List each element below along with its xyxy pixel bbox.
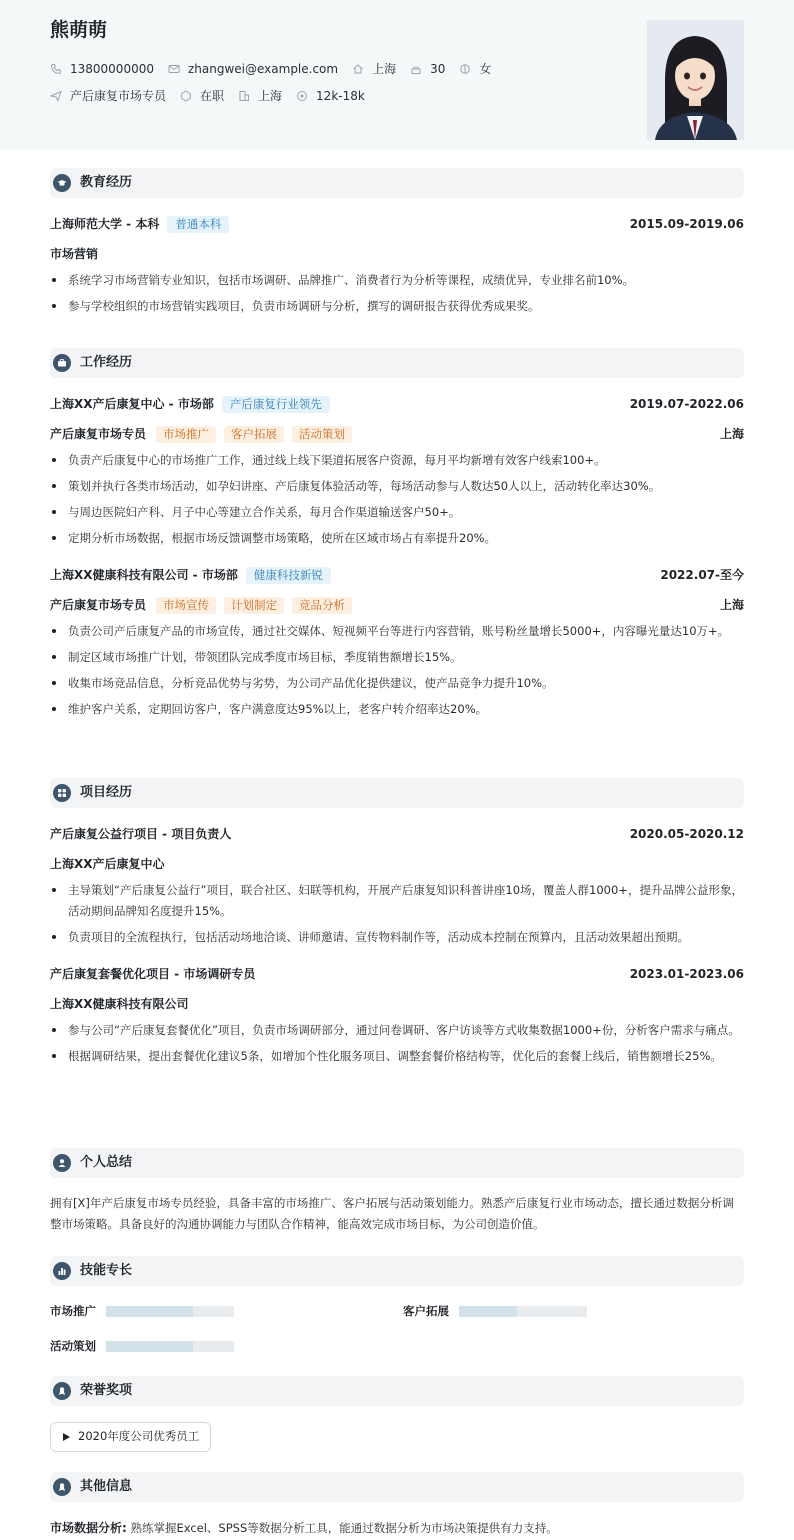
play-icon xyxy=(63,1433,70,1441)
job-date: 2022.07-至今 xyxy=(660,568,744,582)
list-item: 维护客户关系，定期回访客户，客户满意度达95%以上，老客户转介绍率达20%。 xyxy=(50,699,744,720)
skill-item xyxy=(50,1338,234,1355)
cake-icon xyxy=(410,63,422,75)
salary-item xyxy=(296,87,365,105)
education-entry-row xyxy=(50,214,744,234)
project-bullets xyxy=(50,880,744,948)
skills-title: 技能专长 xyxy=(80,1263,133,1279)
gender-text: 女 xyxy=(479,62,492,76)
awards-section xyxy=(50,1376,744,1452)
skill-bar-fill xyxy=(106,1341,193,1352)
work-header xyxy=(50,348,744,378)
list-item: 负责公司产后康复产品的市场宣传，通过社交媒体、短视频平台等进行内容营销，账号粉丝量增长5000+，内容曝光量达10万+。 xyxy=(50,621,744,642)
city-item xyxy=(238,87,282,105)
age-text: 30 xyxy=(430,62,446,76)
job-bullets xyxy=(50,450,744,549)
list-item: 主导策划“产后康复公益行”项目，联合社区、妇联等机构，开展产后康复知识科普讲座10场，覆盖人群1000+，提升品牌公益形象，活动期间品牌知名度提升15%。 xyxy=(50,880,744,922)
skill-bar xyxy=(106,1306,234,1317)
major-row xyxy=(50,244,744,264)
list-item: 系统学习市场营销专业知识，包括市场调研、品牌推广、消费者行为分析等课程，成绩优异，专业排名前10%。 xyxy=(50,270,744,291)
education-header xyxy=(50,168,744,198)
education-section xyxy=(50,168,744,317)
mail-icon xyxy=(168,63,180,75)
work-section xyxy=(50,348,744,720)
job-role-row xyxy=(50,424,744,444)
email-text: zhangwei@example.com xyxy=(187,62,339,76)
skill-bar xyxy=(459,1306,587,1317)
location-item xyxy=(352,60,396,78)
skill-tag: 客户拓展 xyxy=(224,426,284,443)
list-item: 负责产后康复中心的市场推广工作，通过线上线下渠道拓展客户资源，每月平均新增有效客户线索100+。 xyxy=(50,450,744,471)
project-org-row xyxy=(50,994,744,1014)
job-company-row xyxy=(50,565,744,585)
job-role: 产后康复市场专员 xyxy=(50,427,147,441)
skill-label: 活动策划 xyxy=(50,1339,96,1353)
skill-tag: 市场宣传 xyxy=(156,597,216,614)
education-date: 2015.09-2019.06 xyxy=(629,217,744,231)
job-role: 产后康复市场专员 xyxy=(50,598,147,612)
skill-bar xyxy=(106,1341,234,1352)
project-name: 产后康复公益行项目 - 项目负责人 xyxy=(50,827,232,841)
job-entry xyxy=(50,565,744,720)
job-intent-row xyxy=(50,87,379,105)
skill-item xyxy=(50,1303,234,1320)
projects-header xyxy=(50,778,744,808)
skill-bar-fill xyxy=(459,1306,517,1317)
list-item: 根据调研结果，提出套餐优化建议5条，如增加个性化服务项目、调整套餐价格结构等，优化后的套餐上线后，销售额增长25%。 xyxy=(50,1046,744,1067)
building-icon xyxy=(238,90,250,102)
job-city: 上海 xyxy=(719,598,744,612)
job-entry xyxy=(50,394,744,549)
phone-item xyxy=(50,60,154,78)
projects-section xyxy=(50,778,744,1067)
project-bullets xyxy=(50,1020,744,1067)
list-item: 策划并执行各类市场活动，如孕妇讲座、产后康复体验活动等，每场活动参与人数达50人以上，活动转化率达30%。 xyxy=(50,476,744,497)
other-label: 市场数据分析: xyxy=(50,1521,127,1535)
salary-text: 12k-18k xyxy=(316,89,365,103)
city-text: 上海 xyxy=(258,89,283,103)
list-item: 收集市场竞品信息，分析竞品优势与劣势，为公司产品优化提供建议，使产品竞争力提升10%。 xyxy=(50,673,744,694)
company-name: 上海XX健康科技有限公司 - 市场部 xyxy=(50,568,238,582)
list-item: 负责项目的全流程执行，包括活动场地洽谈、讲师邀请、宣传物料制作等，活动成本控制在预算内，且活动效果超出预期。 xyxy=(50,927,744,948)
job-city: 上海 xyxy=(719,427,744,441)
job-bullets xyxy=(50,621,744,720)
other-info xyxy=(50,1518,744,1539)
skill-label: 市场推广 xyxy=(50,1304,96,1318)
candidate-name: 熊萌萌 xyxy=(50,19,108,41)
job-date: 2019.07-2022.06 xyxy=(629,397,744,411)
other-section xyxy=(50,1472,744,1539)
status-icon xyxy=(180,90,192,102)
degree-tag: 普通本科 xyxy=(167,216,229,233)
email-item xyxy=(168,60,338,78)
education-title: 教育经历 xyxy=(80,175,133,191)
project-org-row xyxy=(50,854,744,874)
project-name: 产后康复套餐优化项目 - 市场调研专员 xyxy=(50,967,256,981)
home-icon xyxy=(352,63,364,75)
briefcase-icon xyxy=(53,354,71,372)
position-item xyxy=(50,87,166,105)
summary-header xyxy=(50,1148,744,1178)
awards-header xyxy=(50,1376,744,1406)
resume-header xyxy=(0,0,794,150)
project-name-row xyxy=(50,964,744,984)
skills-header xyxy=(50,1256,744,1286)
project-entry xyxy=(50,964,744,1067)
location-text: 上海 xyxy=(372,62,397,76)
age-item xyxy=(410,60,445,78)
grid-icon xyxy=(53,784,71,802)
award-chip[interactable] xyxy=(50,1422,211,1452)
profile-photo xyxy=(647,20,744,140)
other-header xyxy=(50,1472,744,1502)
projects-title: 项目经历 xyxy=(80,785,133,801)
company-tag: 健康科技新锐 xyxy=(246,567,331,584)
status-text: 在职 xyxy=(200,89,225,103)
list-item: 参与公司“产后康复套餐优化”项目，负责市场调研部分，通过问卷调研、客户访谈等方式收集数据1000+份，分析客户需求与痛点。 xyxy=(50,1020,744,1041)
salary-icon xyxy=(296,90,308,102)
project-org: 上海XX健康科技有限公司 xyxy=(50,997,189,1011)
profile-photo-illustration xyxy=(647,20,744,140)
contact-row xyxy=(50,60,505,78)
summary-title: 个人总结 xyxy=(80,1155,133,1171)
project-name-row xyxy=(50,824,744,844)
skill-tag: 竞品分析 xyxy=(292,597,352,614)
summary-section xyxy=(50,1148,744,1235)
phone-text: 13800000000 xyxy=(70,62,154,76)
gender-item xyxy=(459,60,491,78)
status-item xyxy=(180,87,224,105)
skill-tag: 市场推广 xyxy=(156,426,216,443)
award-icon xyxy=(53,1382,71,1400)
list-item: 定期分析市场数据，根据市场反馈调整市场策略，使所在区域市场占有率提升20%。 xyxy=(50,528,744,549)
company-tag: 产后康复行业领先 xyxy=(222,396,330,413)
other-text: 熟练掌握Excel、SPSS等数据分析工具，能通过数据分析为市场决策提供有力支持。 xyxy=(130,1521,558,1535)
award-icon xyxy=(53,1478,71,1496)
project-org: 上海XX产后康复中心 xyxy=(50,857,165,871)
position-text: 产后康复市场专员 xyxy=(70,89,167,103)
send-icon xyxy=(50,90,62,102)
summary-text: 拥有[X]年产后康复市场专员经验，具备丰富的市场推广、客户拓展与活动策划能力。熟悉产后康复行业市场动态，擅长通过数据分析调整市场策略。具备良好的沟通协调能力与团队合作精神，能高效完成市场目标，为公司创造价值。 xyxy=(50,1196,734,1231)
award-text: 2020年度公司优秀员工 xyxy=(78,1429,200,1444)
awards-title: 荣誉奖项 xyxy=(80,1383,133,1399)
job-role-row xyxy=(50,595,744,615)
phone-icon xyxy=(50,63,62,75)
gender-icon xyxy=(459,63,471,75)
user-icon xyxy=(53,1154,71,1172)
list-item: 与周边医院妇产科、月子中心等建立合作关系，每月合作渠道输送客户50+。 xyxy=(50,502,744,523)
school-name: 上海师范大学 - 本科 xyxy=(50,217,160,231)
project-date: 2020.05-2020.12 xyxy=(629,827,744,841)
list-item: 制定区域市场推广计划，带领团队完成季度市场目标，季度销售额增长15%。 xyxy=(50,647,744,668)
project-entry xyxy=(50,824,744,948)
job-company-row xyxy=(50,394,744,414)
skill-tag: 活动策划 xyxy=(292,426,352,443)
skills-section xyxy=(50,1256,744,1356)
bar-chart-icon xyxy=(53,1262,71,1280)
work-title: 工作经历 xyxy=(80,355,133,371)
list-item: 参与学校组织的市场营销实践项目，负责市场调研与分析，撰写的调研报告获得优秀成果奖。 xyxy=(50,296,744,317)
skill-label: 客户拓展 xyxy=(403,1304,449,1318)
project-date: 2023.01-2023.06 xyxy=(629,967,744,981)
skill-tag: 计划制定 xyxy=(224,597,284,614)
major-name: 市场营销 xyxy=(50,247,99,261)
skill-bar-fill xyxy=(106,1306,193,1317)
company-name: 上海XX产后康复中心 - 市场部 xyxy=(50,397,214,411)
education-bullets xyxy=(50,270,744,317)
skill-item xyxy=(403,1303,587,1320)
graduation-cap-icon xyxy=(53,174,71,192)
other-title: 其他信息 xyxy=(80,1479,133,1495)
